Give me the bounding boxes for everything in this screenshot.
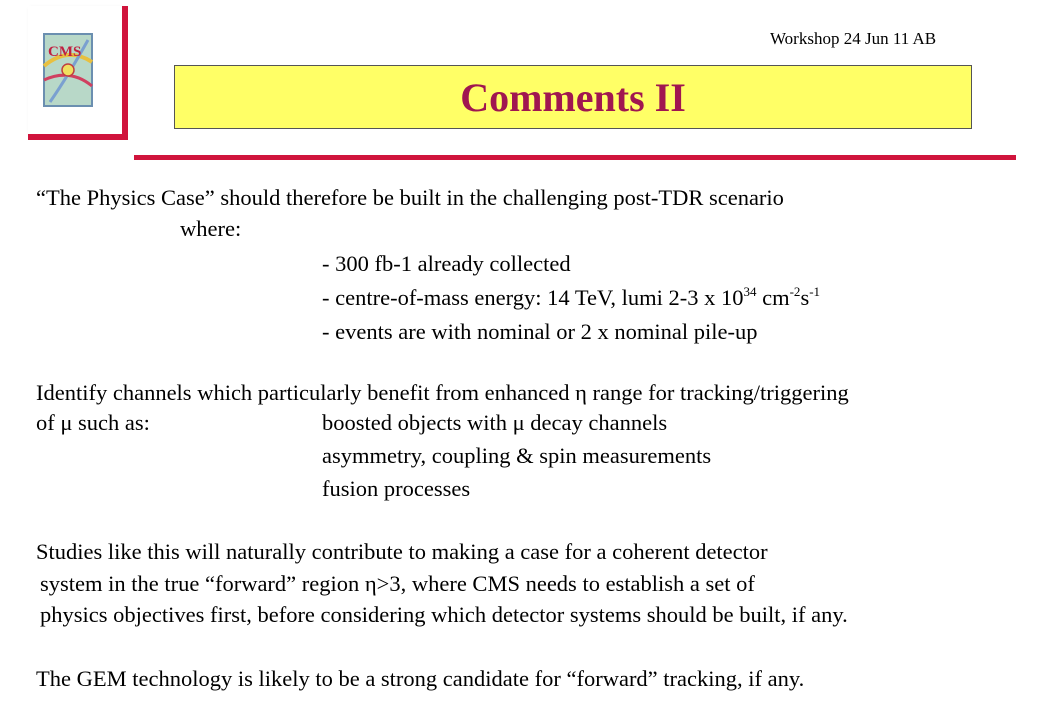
p2-line1: Identify channels which particularly benefit from enhanced η range for tracking/triggering [36,380,849,405]
p3-line2: system in the true “forward” region η>3, where CMS needs to establish a set of [40,571,755,596]
bullet-2-exp3: -1 [809,284,821,299]
p1-where: where: [180,216,242,241]
title-banner [174,65,972,129]
bullet-1: - 300 fb-1 already collected [322,251,571,276]
slide-title: Comments II [460,74,686,120]
bullet-2 [322,284,820,312]
bullet-2-text: - centre-of-mass energy: 14 TeV, lumi 2-3 x 10 [322,285,744,310]
cms-logo [28,6,120,130]
bullet-2-unit2: s [800,285,810,310]
p1-line1: “The Physics Case” should therefore be built in the challenging post-TDR scenario [36,185,784,210]
bullet-2-exp2: -2 [789,284,801,299]
workshop-note: Workshop 24 Jun 11 AB [770,29,937,48]
p2-item-3: fusion processes [322,476,471,501]
p3-line1: Studies like this will naturally contribute to making a case for a coherent detector [36,539,768,564]
logo-text: CMS [48,44,82,60]
p4-line1: The GEM technology is likely to be a strong candidate for “forward” tracking, if any. [36,666,805,691]
p2-item-2: asymmetry, coupling & spin measurements [322,443,712,468]
logo-border-right [122,6,128,140]
bullet-2-exp1: 34 [743,284,757,299]
title-divider [134,155,1016,160]
logo-border-bottom [28,134,128,140]
bullet-3: - events are with nominal or 2 x nominal pile-up [322,319,758,344]
p2-line2-left: of μ such as: [36,410,150,435]
p3-line3: physics objectives first, before considering which detector systems should be built, if any. [40,602,848,627]
p2-item-1: boosted objects with μ decay channels [322,410,668,435]
cms-logo-graphic [28,6,120,130]
bullet-2-unit1: cm [756,285,790,310]
